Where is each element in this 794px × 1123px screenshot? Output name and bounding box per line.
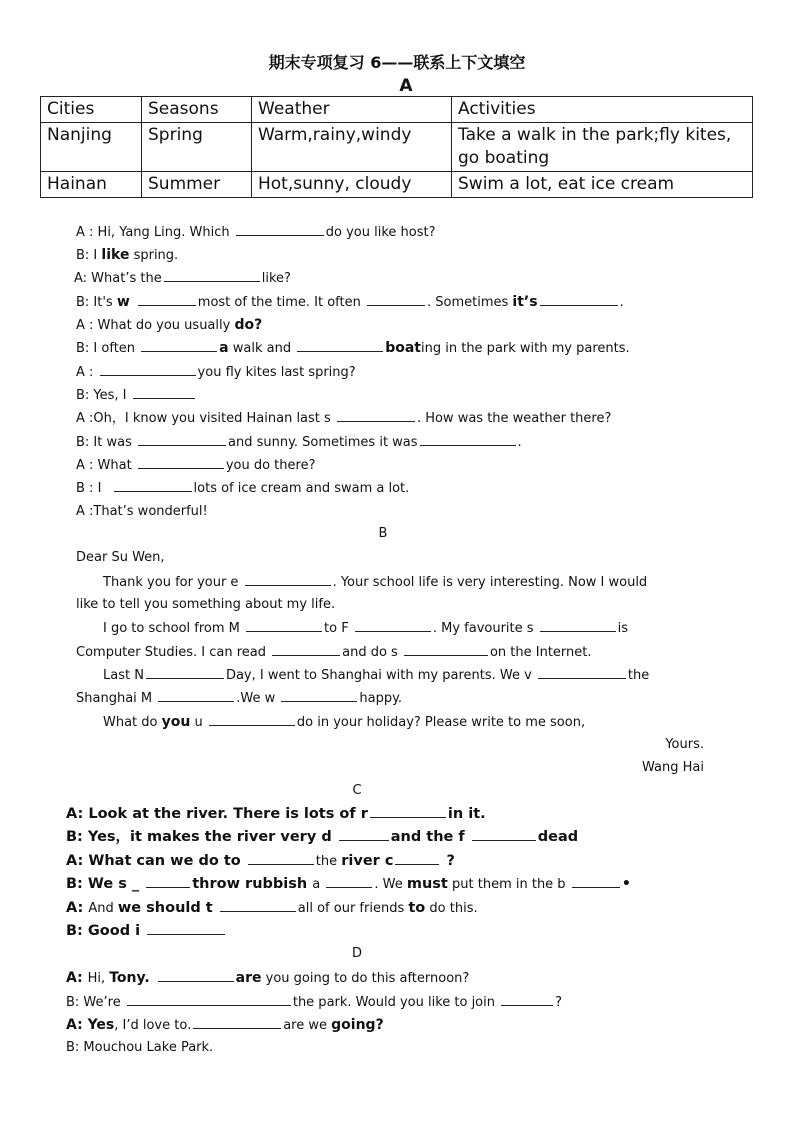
line-text: A: Look at the river. There is lots of r xyxy=(66,806,368,822)
line-text: do? xyxy=(234,317,263,333)
letter-line xyxy=(103,619,628,638)
dialogue-line xyxy=(76,363,356,382)
line-text: . xyxy=(517,435,522,450)
line-text: a xyxy=(312,877,325,892)
line-text: like to tell you something about my life. xyxy=(76,597,336,612)
letter-line xyxy=(76,643,592,662)
letter-line xyxy=(76,549,165,567)
line-text: , I’d love to. xyxy=(114,1018,192,1033)
line-text: ? xyxy=(441,853,455,869)
line-text: B: I often xyxy=(76,341,140,356)
answer-blank[interactable] xyxy=(127,993,291,1006)
line-text: And xyxy=(88,901,118,916)
dialogue-line xyxy=(66,969,469,988)
table-header-cell: Weather xyxy=(252,97,452,123)
section-d-label: D xyxy=(351,946,362,961)
line-text: like xyxy=(101,247,130,263)
answer-blank[interactable] xyxy=(236,223,324,236)
letter-closing: Yours. xyxy=(665,737,704,752)
dialogue-line xyxy=(66,828,578,846)
dialogue-line xyxy=(66,922,227,940)
line-text: A: What’s the xyxy=(74,271,162,286)
answer-blank[interactable] xyxy=(138,456,224,469)
line-text: lots of ice cream and swam a lot. xyxy=(193,481,410,496)
line-text: ing in the park with my parents. xyxy=(421,341,630,356)
answer-blank[interactable] xyxy=(138,433,226,446)
line-text: B: It was xyxy=(76,435,136,450)
answer-blank[interactable] xyxy=(248,852,314,865)
line-text: B: It's xyxy=(76,295,117,310)
line-text: Thank you for your e xyxy=(103,575,243,590)
answer-blank[interactable] xyxy=(245,573,331,586)
line-text: are we xyxy=(283,1018,332,1033)
line-text: .We w xyxy=(236,691,280,706)
line-text: all of our friends xyxy=(297,901,409,916)
line-text: A : What do you usually xyxy=(76,318,235,333)
line-text: B: We’re xyxy=(66,995,125,1010)
answer-blank[interactable] xyxy=(540,619,616,632)
answer-blank[interactable] xyxy=(138,293,196,306)
section-a-label: A xyxy=(399,76,413,96)
line-text: What do xyxy=(103,715,162,730)
line-text: B: Good i xyxy=(66,923,146,939)
line-text: throw rubbish xyxy=(192,876,313,892)
line-text: . Sometimes xyxy=(427,295,513,310)
answer-blank[interactable] xyxy=(100,363,196,376)
line-text: you xyxy=(161,714,191,730)
line-text: w xyxy=(116,294,130,310)
line-text: Hi, xyxy=(87,971,110,986)
line-text: . My favourite s xyxy=(432,621,538,636)
line-text: the xyxy=(627,668,650,683)
section-c-label: C xyxy=(352,783,362,798)
line-text: we should t xyxy=(117,900,218,916)
dialogue-line xyxy=(76,223,436,242)
answer-blank[interactable] xyxy=(114,479,192,492)
answer-blank[interactable] xyxy=(220,899,296,912)
line-text: Shanghai M xyxy=(76,691,157,706)
line-text: happy. xyxy=(359,691,403,706)
table-header-cell: Activities xyxy=(452,97,753,123)
dialogue-line xyxy=(66,899,478,918)
answer-blank[interactable] xyxy=(472,828,536,841)
info-table xyxy=(40,96,753,198)
answer-blank[interactable] xyxy=(158,969,234,982)
line-text: and do s xyxy=(342,645,402,660)
line-text: you going to do this afternoon? xyxy=(261,971,470,986)
answer-blank[interactable] xyxy=(158,689,234,702)
answer-blank[interactable] xyxy=(297,339,383,352)
table-cell: Swim a lot, eat ice cream xyxy=(452,172,753,198)
answer-blank[interactable] xyxy=(146,666,224,679)
answer-blank[interactable] xyxy=(141,339,217,352)
line-text: A: Yes xyxy=(66,1017,115,1033)
answer-blank[interactable] xyxy=(133,386,195,399)
line-text: put them in the b xyxy=(447,877,570,892)
line-text: do you like host? xyxy=(325,225,436,240)
answer-blank[interactable] xyxy=(209,713,295,726)
line-text: river c xyxy=(341,853,394,869)
table-row xyxy=(41,123,753,172)
line-text: must xyxy=(406,876,448,892)
answer-blank[interactable] xyxy=(147,922,225,935)
answer-blank[interactable] xyxy=(404,643,488,656)
answer-blank[interactable] xyxy=(538,666,626,679)
answer-blank[interactable] xyxy=(540,293,618,306)
table-header-cell: Seasons xyxy=(142,97,252,123)
dialogue-line xyxy=(76,409,611,428)
dialogue-line xyxy=(76,339,630,358)
letter-signature: Wang Hai xyxy=(642,760,704,775)
line-text: B: Yes, I xyxy=(76,388,131,403)
dialogue-line xyxy=(76,293,624,312)
line-text: A: xyxy=(66,900,89,916)
answer-blank[interactable] xyxy=(164,269,260,282)
answer-blank[interactable] xyxy=(246,619,322,632)
line-text: A: xyxy=(66,970,88,986)
line-text: most of the time. It often xyxy=(197,295,365,310)
line-text: A : What xyxy=(76,458,136,473)
letter-line xyxy=(76,596,335,614)
dialogue-line xyxy=(74,269,291,288)
table-cell: Warm,rainy,windy xyxy=(252,123,452,172)
table-header-cell: Cities xyxy=(41,97,142,123)
dialogue-line xyxy=(76,246,178,265)
table-cell: Summer xyxy=(142,172,252,198)
line-text: Computer Studies. I can read xyxy=(76,645,271,660)
table-row xyxy=(41,172,753,198)
answer-blank[interactable] xyxy=(272,643,340,656)
line-text: A : Hi, Yang Ling. Which xyxy=(76,225,234,240)
line-text: in it. xyxy=(447,806,486,822)
table-cell: Hainan xyxy=(41,172,142,198)
line-text: spring. xyxy=(129,248,179,263)
line-text: to xyxy=(408,900,426,916)
worksheet-title: 期末专项复习 6——联系上下文填空 xyxy=(268,53,526,72)
line-text: do in your holiday? Please write to me soon, xyxy=(296,715,586,730)
table-cell: Spring xyxy=(142,123,252,172)
line-text: B: Mouchou Lake Park. xyxy=(66,1040,214,1055)
answer-blank[interactable] xyxy=(501,993,553,1006)
line-text: on the Internet. xyxy=(489,645,592,660)
letter-line xyxy=(103,573,647,592)
line-text: A :That’s wonderful! xyxy=(76,504,208,519)
line-text: A : xyxy=(76,365,98,380)
line-text: u xyxy=(190,715,207,730)
line-text: B: Yes，it makes the river very d xyxy=(66,829,337,845)
dialogue-line xyxy=(66,852,455,871)
line-text: Last N xyxy=(103,668,144,683)
line-text: Dear Su Wen, xyxy=(76,550,165,565)
answer-blank[interactable] xyxy=(572,875,620,888)
letter-line xyxy=(103,666,649,685)
letter-line xyxy=(103,713,585,732)
section-b-label: B xyxy=(378,526,388,541)
table-cell: Take a walk in the park;fly kites, go boating xyxy=(452,123,753,172)
answer-blank[interactable] xyxy=(339,828,389,841)
dialogue-line xyxy=(76,386,197,405)
line-text: • xyxy=(621,876,631,892)
dialogue-line xyxy=(76,503,208,521)
line-text: dead xyxy=(537,829,579,845)
answer-blank[interactable] xyxy=(395,852,439,865)
dialogue-line xyxy=(66,1016,384,1035)
line-text: are xyxy=(235,970,262,986)
answer-blank[interactable] xyxy=(146,875,190,888)
answer-blank[interactable] xyxy=(420,433,516,446)
dialogue-line xyxy=(76,479,409,498)
dialogue-line xyxy=(66,993,562,1012)
line-text: Tony. xyxy=(109,970,150,986)
line-text: B : I xyxy=(76,481,106,496)
dialogue-line xyxy=(66,805,486,823)
line-text: walk and xyxy=(228,341,296,356)
line-text: you do there? xyxy=(225,458,316,473)
line-text: . How was the weather there? xyxy=(416,411,612,426)
answer-blank[interactable] xyxy=(326,875,372,888)
line-text: is xyxy=(617,621,629,636)
table-cell: Nanjing xyxy=(41,123,142,172)
line-text: B: We s _ xyxy=(66,876,145,892)
dialogue-line xyxy=(76,433,522,452)
answer-blank[interactable] xyxy=(370,805,446,818)
table-header-row xyxy=(41,97,753,123)
line-text: A :Oh，I know you visited Hainan last s xyxy=(76,411,335,426)
line-text: like? xyxy=(261,271,291,286)
answer-blank[interactable] xyxy=(367,293,425,306)
line-text: ? xyxy=(555,995,563,1010)
line-text: . Your school life is very interesting. Now I would xyxy=(332,575,648,590)
table-cell: Hot,sunny, cloudy xyxy=(252,172,452,198)
line-text: and sunny. Sometimes it was xyxy=(228,435,418,450)
line-text: going? xyxy=(331,1017,384,1033)
line-text: do this. xyxy=(425,901,478,916)
answer-blank[interactable] xyxy=(337,409,415,422)
dialogue-line xyxy=(76,316,262,335)
line-text: B: I xyxy=(76,248,102,263)
line-text: it’s xyxy=(512,294,538,310)
line-text: the park. Would you like to join xyxy=(292,995,500,1010)
line-text: A: What can we do to xyxy=(66,853,246,869)
line-text: and the f xyxy=(390,829,470,845)
answer-blank[interactable] xyxy=(193,1016,281,1029)
line-text: boat xyxy=(385,340,421,356)
line-text: . We xyxy=(374,877,407,892)
line-text: you fly kites last spring? xyxy=(197,365,356,380)
answer-blank[interactable] xyxy=(281,689,357,702)
letter-line xyxy=(76,689,402,708)
line-text: Day, I went to Shanghai with my parents. We v xyxy=(225,668,536,683)
answer-blank[interactable] xyxy=(355,619,431,632)
line-text: the xyxy=(315,854,342,869)
line-text: a xyxy=(219,340,229,356)
line-text: I go to school from M xyxy=(103,621,245,636)
dialogue-line xyxy=(66,875,631,894)
line-text: to F xyxy=(324,621,353,636)
dialogue-line xyxy=(76,456,315,475)
dialogue-line xyxy=(66,1039,213,1057)
line-text: . xyxy=(619,295,624,310)
